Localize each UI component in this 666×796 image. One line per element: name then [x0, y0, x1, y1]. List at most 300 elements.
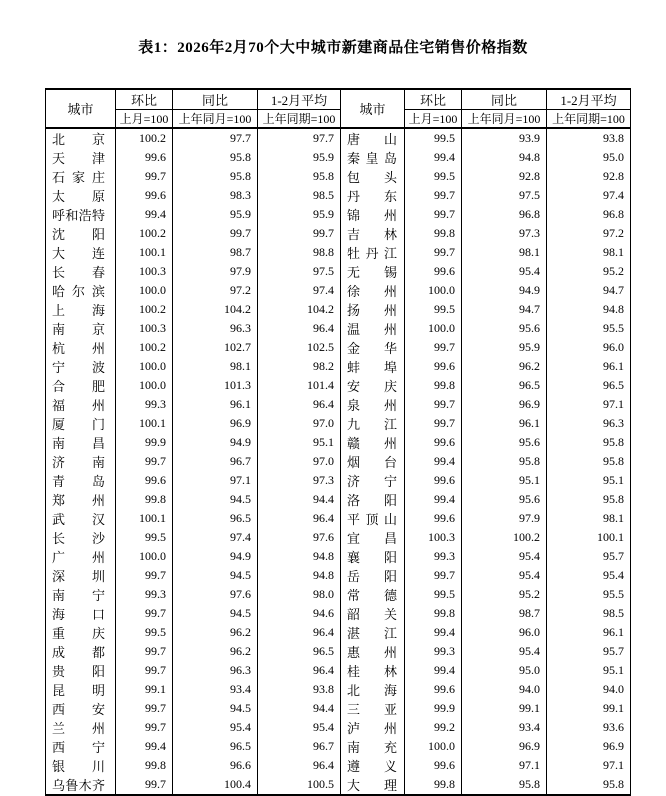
table-row — [46, 623, 631, 642]
yoy-cell-right: 95.8 — [462, 775, 547, 795]
city-name: 呼 和 浩 特 — [52, 208, 105, 223]
city-cell-right — [341, 243, 405, 262]
avg-cell-left: 96.4 — [258, 319, 341, 338]
mom-cell-left: 100.0 — [116, 376, 173, 395]
city-cell-right — [341, 623, 405, 642]
table-row — [46, 319, 631, 338]
city-cell-left — [46, 414, 116, 433]
avg-cell-left: 97.6 — [258, 528, 341, 547]
city-name: 泉 州 — [347, 398, 397, 413]
avg-cell-right: 95.8 — [547, 452, 631, 471]
yoy-cell-right: 96.1 — [462, 414, 547, 433]
avg-cell-right: 96.3 — [547, 414, 631, 433]
city-name: 惠 州 — [347, 645, 397, 660]
mom-cell-left: 100.1 — [116, 509, 173, 528]
city-cell-right — [341, 547, 405, 566]
city-name: 襄 阳 — [347, 550, 397, 565]
yoy-cell-right: 94.0 — [462, 680, 547, 699]
avg-cell-left: 97.5 — [258, 262, 341, 281]
avg-cell-left: 97.7 — [258, 128, 341, 148]
yoy-cell-right: 98.7 — [462, 604, 547, 623]
yoy-cell-right: 93.4 — [462, 718, 547, 737]
mom-cell-left: 99.6 — [116, 148, 173, 167]
city-name: 西 安 — [52, 702, 105, 717]
yoy-cell-right: 96.9 — [462, 737, 547, 756]
yoy-cell-right: 96.0 — [462, 623, 547, 642]
mom-cell-right: 99.7 — [405, 338, 462, 357]
yoy-cell-right: 95.4 — [462, 566, 547, 585]
city-name: 贵 阳 — [52, 664, 105, 679]
city-cell-left — [46, 376, 116, 395]
avg-cell-left: 96.4 — [258, 756, 341, 775]
city-name: 成 都 — [52, 645, 105, 660]
city-name: 上 海 — [52, 303, 105, 318]
city-name: 南 京 — [52, 322, 105, 337]
table-row — [46, 281, 631, 300]
mom-cell-left: 99.5 — [116, 623, 173, 642]
header-mom-right: 环比 — [405, 89, 462, 110]
city-name: 杭 州 — [52, 341, 105, 356]
city-cell-right — [341, 528, 405, 547]
mom-cell-left: 100.3 — [116, 319, 173, 338]
mom-cell-right: 99.7 — [405, 186, 462, 205]
mom-cell-right: 99.2 — [405, 718, 462, 737]
mom-cell-left: 99.8 — [116, 490, 173, 509]
table-row — [46, 756, 631, 775]
avg-cell-right: 95.1 — [547, 661, 631, 680]
yoy-cell-left: 94.5 — [173, 566, 258, 585]
city-name: 洛 阳 — [347, 493, 397, 508]
mom-cell-right: 99.9 — [405, 699, 462, 718]
avg-cell-left: 95.1 — [258, 433, 341, 452]
mom-cell-left: 99.4 — [116, 205, 173, 224]
table-row — [46, 604, 631, 623]
city-name: 济 南 — [52, 455, 105, 470]
city-name: 深 圳 — [52, 569, 105, 584]
mom-cell-right: 99.4 — [405, 148, 462, 167]
mom-cell-left: 100.0 — [116, 357, 173, 376]
city-cell-left — [46, 395, 116, 414]
mom-cell-right: 99.7 — [405, 414, 462, 433]
yoy-cell-right: 95.8 — [462, 452, 547, 471]
mom-cell-left: 99.7 — [116, 699, 173, 718]
city-name: 牡 丹 江 — [347, 246, 397, 261]
yoy-cell-right: 95.6 — [462, 490, 547, 509]
mom-cell-left: 100.2 — [116, 224, 173, 243]
city-name: 泸 州 — [347, 721, 397, 736]
city-name: 济 宁 — [347, 474, 397, 489]
yoy-cell-right: 98.1 — [462, 243, 547, 262]
city-cell-right — [341, 224, 405, 243]
avg-cell-left: 97.3 — [258, 471, 341, 490]
yoy-cell-left: 93.4 — [173, 680, 258, 699]
city-cell-left — [46, 661, 116, 680]
city-name: 温 州 — [347, 322, 397, 337]
city-cell-left — [46, 243, 116, 262]
city-name: 长 沙 — [52, 531, 105, 546]
yoy-cell-right: 97.5 — [462, 186, 547, 205]
header-avg-base-right: 上年同期=100 — [547, 110, 631, 129]
yoy-cell-right: 96.5 — [462, 376, 547, 395]
mom-cell-right: 99.8 — [405, 224, 462, 243]
yoy-cell-right: 95.4 — [462, 547, 547, 566]
city-name: 宁 波 — [52, 360, 105, 375]
table-row — [46, 128, 631, 148]
city-cell-left — [46, 775, 116, 795]
yoy-cell-right: 97.1 — [462, 756, 547, 775]
avg-cell-right: 97.2 — [547, 224, 631, 243]
avg-cell-right: 97.4 — [547, 186, 631, 205]
city-name: 郑 州 — [52, 493, 105, 508]
avg-cell-right: 95.4 — [547, 566, 631, 585]
mom-cell-left: 99.7 — [116, 775, 173, 795]
avg-cell-right: 95.7 — [547, 642, 631, 661]
avg-cell-left: 97.4 — [258, 281, 341, 300]
mom-cell-right: 99.7 — [405, 243, 462, 262]
table-row — [46, 148, 631, 167]
yoy-cell-right: 96.8 — [462, 205, 547, 224]
table-row — [46, 775, 631, 795]
city-cell-right — [341, 338, 405, 357]
city-cell-left — [46, 756, 116, 775]
avg-cell-right: 94.0 — [547, 680, 631, 699]
yoy-cell-left: 94.5 — [173, 604, 258, 623]
city-name: 常 德 — [347, 588, 397, 603]
avg-cell-left: 96.5 — [258, 642, 341, 661]
mom-cell-left: 100.3 — [116, 262, 173, 281]
mom-cell-left: 100.2 — [116, 128, 173, 148]
mom-cell-right: 99.7 — [405, 566, 462, 585]
yoy-cell-right: 95.6 — [462, 319, 547, 338]
yoy-cell-left: 97.6 — [173, 585, 258, 604]
city-cell-right — [341, 585, 405, 604]
header-yoy-base-right: 上年同月=100 — [462, 110, 547, 129]
city-name: 乌 鲁 木 齐 — [52, 778, 105, 793]
city-cell-right — [341, 680, 405, 699]
mom-cell-left: 99.6 — [116, 186, 173, 205]
city-cell-left — [46, 623, 116, 642]
mom-cell-right: 99.4 — [405, 490, 462, 509]
city-cell-right — [341, 205, 405, 224]
yoy-cell-right: 95.2 — [462, 585, 547, 604]
yoy-cell-left: 96.7 — [173, 452, 258, 471]
city-cell-right — [341, 737, 405, 756]
yoy-cell-left: 97.1 — [173, 471, 258, 490]
city-name: 沈 阳 — [52, 227, 105, 242]
yoy-cell-right: 96.9 — [462, 395, 547, 414]
avg-cell-left: 97.0 — [258, 452, 341, 471]
city-cell-left — [46, 433, 116, 452]
city-cell-left — [46, 281, 116, 300]
mom-cell-right: 99.6 — [405, 509, 462, 528]
yoy-cell-left: 96.5 — [173, 737, 258, 756]
yoy-cell-right: 95.0 — [462, 661, 547, 680]
city-name: 哈 尔 滨 — [52, 284, 105, 299]
city-cell-right — [341, 509, 405, 528]
yoy-cell-left: 96.2 — [173, 642, 258, 661]
avg-cell-right: 95.1 — [547, 471, 631, 490]
table-row — [46, 433, 631, 452]
mom-cell-right: 99.7 — [405, 395, 462, 414]
table-row — [46, 718, 631, 737]
table-header — [46, 89, 631, 128]
city-name: 蚌 埠 — [347, 360, 397, 375]
header-mom-base-left: 上月=100 — [116, 110, 173, 129]
city-cell-left — [46, 128, 116, 148]
table-row — [46, 186, 631, 205]
city-cell-right — [341, 186, 405, 205]
avg-cell-left: 97.0 — [258, 414, 341, 433]
avg-cell-right: 92.8 — [547, 167, 631, 186]
city-name: 赣 州 — [347, 436, 397, 451]
avg-cell-left: 100.5 — [258, 775, 341, 795]
table-row — [46, 680, 631, 699]
avg-cell-left: 101.4 — [258, 376, 341, 395]
city-name: 福 州 — [52, 398, 105, 413]
city-cell-left — [46, 547, 116, 566]
table-row — [46, 167, 631, 186]
table-row — [46, 490, 631, 509]
city-cell-left — [46, 148, 116, 167]
table-row — [46, 642, 631, 661]
header-mom-base-right: 上月=100 — [405, 110, 462, 129]
header-city-right: 城市 — [341, 89, 405, 128]
table-row — [46, 566, 631, 585]
avg-cell-right: 96.8 — [547, 205, 631, 224]
city-cell-right — [341, 604, 405, 623]
yoy-cell-right: 97.9 — [462, 509, 547, 528]
mom-cell-right: 99.7 — [405, 205, 462, 224]
yoy-cell-left: 97.9 — [173, 262, 258, 281]
mom-cell-left: 99.1 — [116, 680, 173, 699]
header-avg-right: 1-2月平均 — [547, 89, 631, 110]
mom-cell-right: 99.5 — [405, 585, 462, 604]
mom-cell-right: 99.4 — [405, 661, 462, 680]
yoy-cell-left: 99.7 — [173, 224, 258, 243]
header-yoy-right: 同比 — [462, 89, 547, 110]
city-name: 重 庆 — [52, 626, 105, 641]
mom-cell-left: 100.1 — [116, 414, 173, 433]
table-row — [46, 699, 631, 718]
city-cell-left — [46, 680, 116, 699]
avg-cell-left: 94.8 — [258, 547, 341, 566]
table-row — [46, 376, 631, 395]
yoy-cell-left: 97.4 — [173, 528, 258, 547]
yoy-cell-right: 95.4 — [462, 642, 547, 661]
city-cell-left — [46, 585, 116, 604]
mom-cell-right: 100.0 — [405, 281, 462, 300]
table-row — [46, 243, 631, 262]
city-name: 银 川 — [52, 759, 105, 774]
city-cell-left — [46, 186, 116, 205]
city-name: 兰 州 — [52, 721, 105, 736]
yoy-cell-left: 97.7 — [173, 128, 258, 148]
avg-cell-left: 98.0 — [258, 585, 341, 604]
mom-cell-right: 99.4 — [405, 452, 462, 471]
avg-cell-right: 94.7 — [547, 281, 631, 300]
city-cell-left — [46, 300, 116, 319]
avg-cell-left: 94.6 — [258, 604, 341, 623]
city-name: 合 肥 — [52, 379, 105, 394]
city-cell-left — [46, 319, 116, 338]
mom-cell-right: 99.5 — [405, 167, 462, 186]
city-name: 宜 昌 — [347, 531, 397, 546]
city-name: 锦 州 — [347, 208, 397, 223]
page-title: 表1：2026年2月70个大中城市新建商品住宅销售价格指数 — [138, 40, 528, 56]
avg-cell-left: 96.4 — [258, 509, 341, 528]
table-row — [46, 585, 631, 604]
city-cell-right — [341, 395, 405, 414]
city-name: 唐 山 — [347, 132, 397, 147]
city-cell-right — [341, 376, 405, 395]
avg-cell-left: 95.4 — [258, 718, 341, 737]
city-cell-left — [46, 471, 116, 490]
mom-cell-left: 100.2 — [116, 300, 173, 319]
city-cell-left — [46, 167, 116, 186]
table-row — [46, 661, 631, 680]
city-name: 平 顶 山 — [347, 512, 397, 527]
city-cell-right — [341, 566, 405, 585]
city-name: 秦 皇 岛 — [347, 151, 397, 166]
yoy-cell-left: 94.9 — [173, 433, 258, 452]
yoy-cell-left: 97.2 — [173, 281, 258, 300]
city-cell-right — [341, 642, 405, 661]
mom-cell-left: 100.2 — [116, 338, 173, 357]
avg-cell-left: 98.2 — [258, 357, 341, 376]
avg-cell-left: 93.8 — [258, 680, 341, 699]
avg-cell-left: 102.5 — [258, 338, 341, 357]
yoy-cell-left: 94.9 — [173, 547, 258, 566]
city-name: 昆 明 — [52, 683, 105, 698]
yoy-cell-left: 98.3 — [173, 186, 258, 205]
mom-cell-right: 99.6 — [405, 433, 462, 452]
city-name: 大 连 — [52, 246, 105, 261]
table-row — [46, 224, 631, 243]
city-name: 吉 林 — [347, 227, 397, 242]
table-row — [46, 300, 631, 319]
avg-cell-right: 95.7 — [547, 547, 631, 566]
yoy-cell-left: 96.6 — [173, 756, 258, 775]
city-cell-right — [341, 490, 405, 509]
avg-cell-left: 95.8 — [258, 167, 341, 186]
city-name: 厦 门 — [52, 417, 105, 432]
yoy-cell-right: 99.1 — [462, 699, 547, 718]
table-row — [46, 357, 631, 376]
city-name: 北 海 — [347, 683, 397, 698]
avg-cell-left: 95.9 — [258, 148, 341, 167]
city-cell-right — [341, 414, 405, 433]
city-name: 大 理 — [347, 778, 397, 793]
city-cell-left — [46, 604, 116, 623]
yoy-cell-right: 94.9 — [462, 281, 547, 300]
avg-cell-right: 96.9 — [547, 737, 631, 756]
city-name: 湛 江 — [347, 626, 397, 641]
mom-cell-left: 100.0 — [116, 547, 173, 566]
mom-cell-right: 99.6 — [405, 756, 462, 775]
city-name: 武 汉 — [52, 512, 105, 527]
mom-cell-right: 99.6 — [405, 471, 462, 490]
mom-cell-left: 99.3 — [116, 395, 173, 414]
header-mom-left: 环比 — [116, 89, 173, 110]
city-cell-left — [46, 718, 116, 737]
city-name: 太 原 — [52, 189, 105, 204]
mom-cell-right: 99.8 — [405, 376, 462, 395]
mom-cell-left: 99.7 — [116, 566, 173, 585]
mom-cell-left: 99.7 — [116, 718, 173, 737]
avg-cell-right: 96.1 — [547, 357, 631, 376]
city-cell-left — [46, 357, 116, 376]
avg-cell-right: 95.5 — [547, 319, 631, 338]
city-cell-left — [46, 509, 116, 528]
table-row — [46, 471, 631, 490]
mom-cell-right: 99.5 — [405, 300, 462, 319]
avg-cell-right: 97.1 — [547, 756, 631, 775]
avg-cell-left: 96.4 — [258, 661, 341, 680]
city-name: 三 亚 — [347, 702, 397, 717]
city-name: 北 京 — [52, 132, 105, 147]
city-name: 西 宁 — [52, 740, 105, 755]
avg-cell-right: 94.8 — [547, 300, 631, 319]
table-row — [46, 452, 631, 471]
mom-cell-left: 99.7 — [116, 167, 173, 186]
city-name: 九 江 — [347, 417, 397, 432]
city-name: 韶 关 — [347, 607, 397, 622]
mom-cell-left: 99.8 — [116, 756, 173, 775]
city-cell-right — [341, 128, 405, 148]
mom-cell-right: 99.6 — [405, 680, 462, 699]
avg-cell-left: 94.8 — [258, 566, 341, 585]
yoy-cell-right: 93.9 — [462, 128, 547, 148]
yoy-cell-left: 98.1 — [173, 357, 258, 376]
city-cell-left — [46, 452, 116, 471]
avg-cell-right: 98.1 — [547, 243, 631, 262]
yoy-cell-left: 95.9 — [173, 205, 258, 224]
yoy-cell-right: 97.3 — [462, 224, 547, 243]
city-name: 遵 义 — [347, 759, 397, 774]
mom-cell-right: 99.6 — [405, 262, 462, 281]
city-name: 安 庆 — [347, 379, 397, 394]
table-row — [46, 547, 631, 566]
avg-cell-right: 96.5 — [547, 376, 631, 395]
city-cell-right — [341, 699, 405, 718]
city-name: 岳 阳 — [347, 569, 397, 584]
avg-cell-left: 96.7 — [258, 737, 341, 756]
yoy-cell-left: 95.8 — [173, 148, 258, 167]
city-cell-right — [341, 471, 405, 490]
header-avg-base-left: 上年同期=100 — [258, 110, 341, 129]
table-row — [46, 205, 631, 224]
mom-cell-right: 99.3 — [405, 547, 462, 566]
header-yoy-left: 同比 — [173, 89, 258, 110]
yoy-cell-left: 101.3 — [173, 376, 258, 395]
mom-cell-right: 99.6 — [405, 357, 462, 376]
city-name: 烟 台 — [347, 455, 397, 470]
yoy-cell-left: 100.4 — [173, 775, 258, 795]
yoy-cell-right: 94.7 — [462, 300, 547, 319]
avg-cell-left: 94.4 — [258, 699, 341, 718]
city-cell-left — [46, 699, 116, 718]
mom-cell-left: 99.7 — [116, 642, 173, 661]
city-name: 天 津 — [52, 151, 105, 166]
avg-cell-right: 95.8 — [547, 775, 631, 795]
yoy-cell-right: 95.4 — [462, 262, 547, 281]
city-cell-right — [341, 281, 405, 300]
yoy-cell-left: 96.1 — [173, 395, 258, 414]
table-row — [46, 509, 631, 528]
yoy-cell-left: 96.3 — [173, 319, 258, 338]
avg-cell-right: 99.1 — [547, 699, 631, 718]
city-cell-right — [341, 452, 405, 471]
